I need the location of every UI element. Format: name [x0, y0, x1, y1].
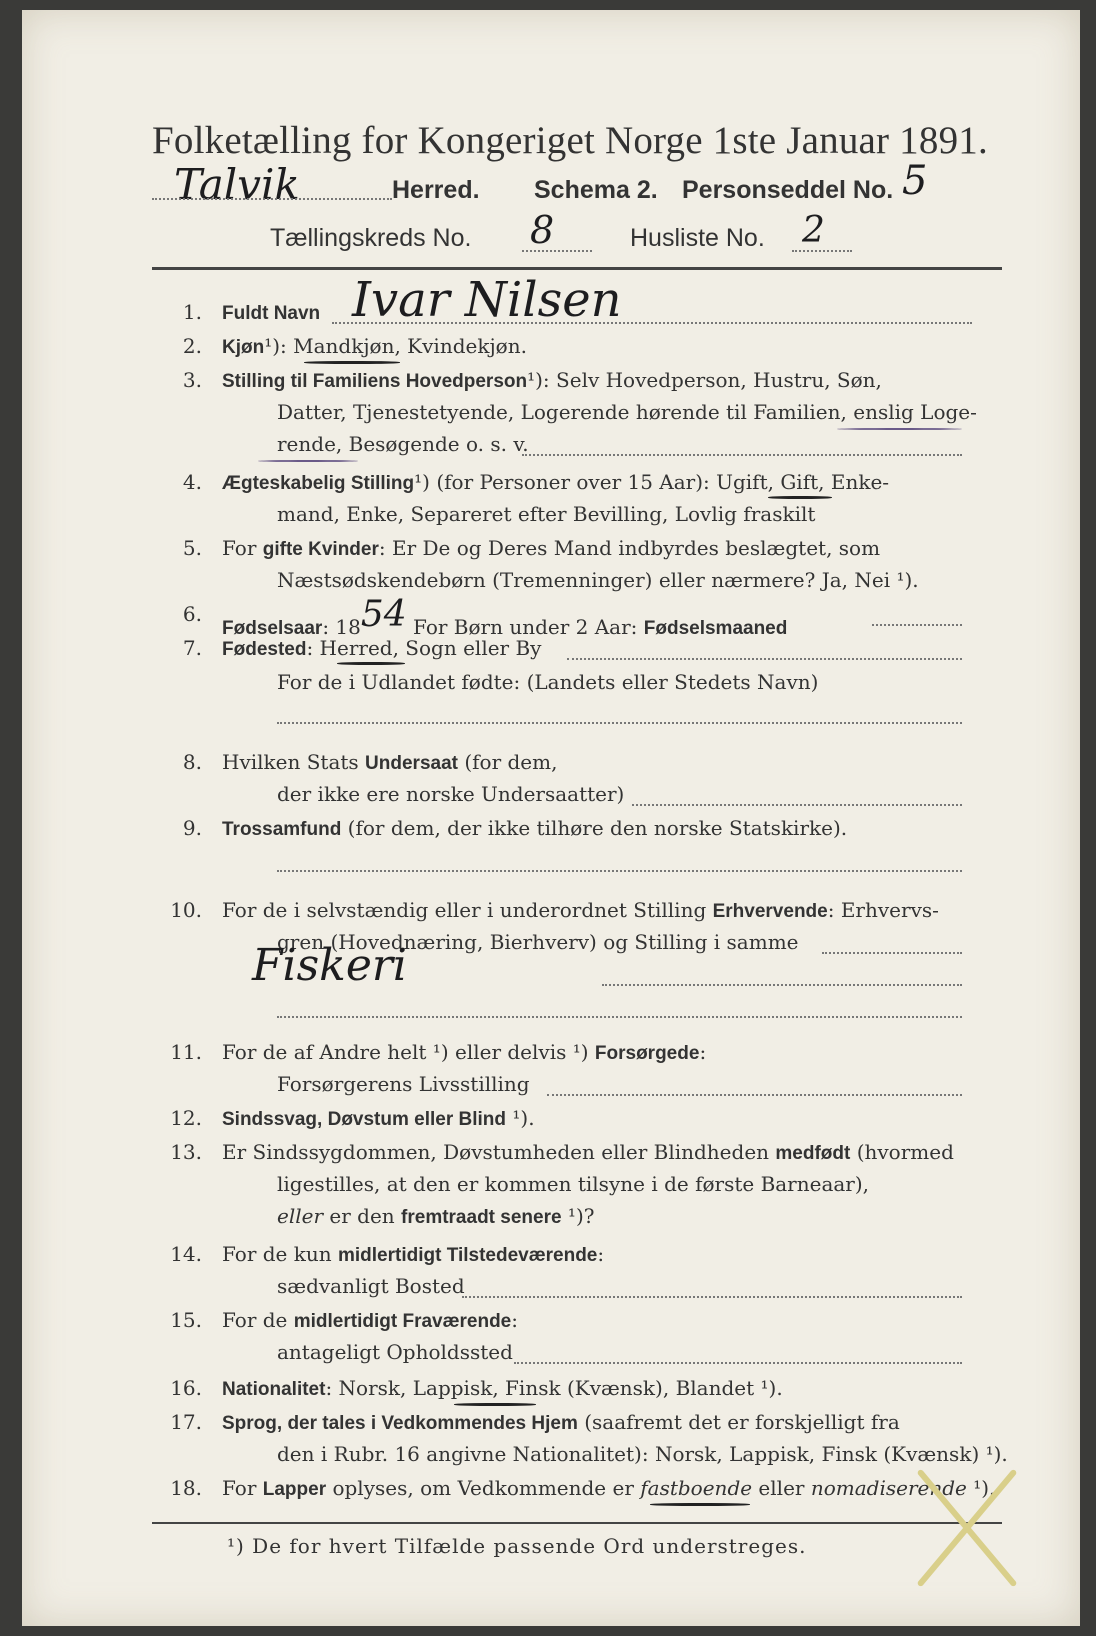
krets-dots	[522, 250, 592, 252]
row-15-bold: midlertidigt Fraværende	[293, 1311, 512, 1332]
full-name-handwritten: Ivar Nilsen	[352, 272, 622, 328]
row-number: 6.	[182, 602, 202, 626]
row-10-dots-2	[602, 984, 962, 986]
row-18-label	[222, 1476, 995, 1501]
row-13-cont-2	[277, 1204, 594, 1229]
row-11-text-2: :	[699, 1040, 707, 1064]
header-rule	[152, 267, 1002, 270]
row-number: 3.	[182, 368, 202, 392]
row-18-text-4: ¹).	[966, 1476, 996, 1500]
row-number: 15.	[170, 1308, 202, 1332]
row-13-eller: eller	[277, 1204, 324, 1228]
occupation-handwritten: Fiskeri	[252, 940, 407, 991]
row-10-label	[222, 898, 939, 923]
row-7-label	[222, 636, 541, 661]
row-3-label	[222, 368, 882, 393]
row-17-cont-1: den i Rubr. 16 angivne Nationalitet): Norsk, Lappisk, Finsk (Kvænsk) ¹).	[277, 1442, 1008, 1466]
row-8-cont-1: der ikke ere norske Undersaatter)	[277, 782, 625, 806]
underline-fastboende	[650, 1503, 750, 1506]
row-6-bold: Fødselsaar	[222, 618, 323, 639]
underline-lappisk	[454, 1403, 536, 1406]
row-14-text-2: :	[597, 1242, 605, 1266]
birth-year-handwritten: 54	[360, 594, 407, 635]
row-4-label	[222, 470, 889, 495]
row-15-text: For de	[222, 1308, 294, 1332]
row-11-text: For de af Andre helt ¹) eller delvis ¹)	[222, 1040, 595, 1064]
row-number: 13.	[170, 1140, 202, 1164]
row-3-dots	[522, 454, 962, 456]
row-7-bold: Fødested	[222, 639, 307, 660]
row-number: 2.	[182, 334, 202, 358]
row-14-cont-1: sædvanligt Bosted	[277, 1274, 465, 1298]
row-18-text-3: eller	[752, 1476, 811, 1500]
herred-handwritten: Talvik	[174, 160, 300, 209]
row-2-text: ¹): Mandkjøn, Kvindekjøn.	[264, 334, 527, 358]
row-14-dots	[462, 1296, 962, 1298]
row-18-nomadiserende: nomadiserende	[810, 1476, 967, 1500]
row-number: 14.	[170, 1242, 202, 1266]
row-number: 9.	[182, 816, 202, 840]
row-17-bold: Sprog, der tales i Vedkommendes Hjem	[222, 1413, 578, 1434]
row-17-text: (saafremt det er forskjelligt fra	[577, 1410, 900, 1434]
underline-mandkjon	[304, 361, 400, 364]
row-7-text: : Herred, Sogn eller By	[306, 636, 542, 660]
row-13-text: Er Sindssygdommen, Døvstumheden eller Blindheden	[222, 1140, 776, 1164]
row-6-bold-2: Fødselsmaaned	[643, 618, 788, 639]
row-3-cont-1: Datter, Tjenestetyende, Logerende hørende til Familien, enslig Loge-	[277, 400, 977, 424]
row-12-label	[222, 1106, 535, 1131]
krets-number: 8	[530, 208, 555, 252]
row-13-c2c: fremtraadt senere	[401, 1207, 562, 1228]
row-8-text: Hvilken Stats	[222, 750, 366, 774]
row-4-bold: Ægteskabelig Stilling	[222, 473, 415, 494]
row-9-label	[222, 816, 847, 841]
row-11-cont-1: Forsørgerens Livsstilling	[277, 1072, 530, 1096]
row-14-bold: midlertidigt Tilstedeværende	[337, 1245, 598, 1266]
row-2-bold: Kjøn	[222, 337, 265, 358]
row-16-text: : Norsk, Lappisk, Finsk (Kvænsk), Blandet ¹).	[325, 1376, 783, 1400]
row-5-label	[222, 536, 880, 561]
row-13-bold: medfødt	[775, 1143, 851, 1164]
row-1-dots	[332, 322, 972, 324]
husliste-number: 2	[802, 210, 825, 251]
herred-dots	[152, 198, 392, 200]
row-2-label	[222, 334, 527, 359]
row-13-c2d: ¹)?	[561, 1204, 595, 1228]
row-5-cont-1: Næstsødskendebørn (Tremenninger) eller nærmere? Ja, Nei ¹).	[277, 568, 919, 592]
row-6-text: : 18	[322, 615, 361, 639]
row-16-bold: Nationalitet	[222, 1379, 326, 1400]
row-9-dots	[277, 870, 962, 872]
underline-rende	[258, 460, 358, 462]
row-13-cont-1: ligestilles, at den er kommen tilsyne i de første Barneaar),	[277, 1172, 870, 1196]
row-11-bold: Forsørgede	[594, 1043, 700, 1064]
row-3-cont-2: rende, Besøgende o. s. v.	[277, 432, 529, 456]
row-12-text: ¹).	[506, 1106, 535, 1130]
row-10-text: For de i selvstændig eller i underordnet Stilling	[222, 898, 713, 922]
row-11-dots	[547, 1094, 962, 1096]
row-16-label	[222, 1376, 783, 1401]
row-number: 18.	[170, 1476, 202, 1500]
row-15-cont-1: antageligt Opholdssted	[277, 1340, 513, 1364]
row-15-text-2: :	[511, 1308, 518, 1332]
row-5-text: : Er De og Deres Mand indbyrdes beslægtet, som	[378, 536, 881, 560]
footnote: ¹) De for hvert Tilfælde passende Ord understreges.	[227, 1534, 807, 1558]
row-10-text-2: : Erhvervs-	[827, 898, 939, 922]
row-3-bold: Stilling til Familiens Hovedperson	[222, 371, 528, 392]
krets-label: Tællingskreds No.	[270, 224, 472, 252]
husliste-label: Husliste No.	[630, 224, 765, 252]
row-18-bold: Lapper	[262, 1479, 327, 1500]
row-number: 7.	[182, 636, 202, 660]
underline-herred	[337, 662, 405, 665]
row-5-bold: gifte Kvinder	[262, 539, 379, 560]
row-8-bold: Undersaat	[365, 753, 458, 774]
row-number: 5.	[182, 536, 202, 560]
row-18-text-2: oplyses, om Vedkommende er	[326, 1476, 641, 1500]
row-7-dots-2	[277, 722, 962, 724]
row-6-text-2: For Børn under 2 Aar:	[406, 615, 644, 639]
underline-enslig	[837, 428, 962, 430]
schema-label: Schema 2.	[534, 176, 658, 204]
personseddel-number: 5	[902, 158, 928, 204]
census-form	[22, 10, 1080, 1626]
row-11-label	[222, 1040, 706, 1065]
row-9-bold: Trossamfund	[222, 819, 342, 840]
row-number: 16.	[170, 1376, 202, 1400]
footer-rule	[152, 1522, 1002, 1524]
row-7-cont-1: For de i Udlandet fødte: (Landets eller Stedets Navn)	[277, 670, 819, 694]
row-15-dots	[514, 1362, 962, 1364]
row-8-label	[222, 750, 557, 775]
row-10-bold: Erhvervende	[712, 901, 828, 922]
row-8-text-2: (for dem,	[457, 750, 558, 774]
row-14-text: For de kun	[222, 1242, 338, 1266]
herred-label: Herred.	[392, 176, 480, 204]
row-4-cont-1: mand, Enke, Separeret efter Bevilling, Lovlig fraskilt	[277, 502, 816, 526]
row-5-pre: For	[222, 536, 263, 560]
row-14-label	[222, 1242, 604, 1267]
row-3-text: ¹): Selv Hovedperson, Hustru, Søn,	[527, 368, 882, 392]
row-17-label	[222, 1410, 900, 1435]
row-9-text: (for dem, der ikke tilhøre den norske Statskirke).	[341, 816, 848, 840]
row-number: 1.	[182, 300, 202, 324]
row-4-text: ¹) (for Personer over 15 Aar): Ugift, Gift, Enke-	[414, 470, 890, 494]
row-10-dots	[822, 952, 962, 954]
underline-ugift	[768, 496, 832, 499]
row-6-dots	[872, 624, 962, 626]
row-7-dots	[567, 658, 962, 660]
row-number: 12.	[170, 1106, 202, 1130]
row-number: 8.	[182, 750, 202, 774]
row-1-label	[222, 300, 320, 325]
row-13-label	[222, 1140, 954, 1165]
row-13-text-2: (hvormed	[850, 1140, 954, 1164]
row-15-label	[222, 1308, 518, 1333]
row-number: 10.	[170, 898, 202, 922]
row-8-dots	[632, 804, 962, 806]
row-18-text: For	[222, 1476, 263, 1500]
row-12-bold: Sindssvag, Døvstum eller Blind	[222, 1109, 507, 1130]
row-13-c2b: er den	[323, 1204, 402, 1228]
husliste-dots	[792, 250, 852, 252]
row-1-bold: Fuldt Navn	[222, 303, 321, 324]
personseddel-label: Personseddel No.	[682, 176, 894, 204]
row-number: 11.	[170, 1040, 202, 1064]
form-title: Folketælling for Kongeriget Norge 1ste Januar 1891.	[152, 119, 988, 162]
row-number: 17.	[170, 1410, 202, 1434]
row-number: 4.	[182, 470, 202, 494]
row-18-fastboende: fastboende	[640, 1476, 753, 1500]
row-10-dots-3	[277, 1016, 962, 1018]
row-10-cont-1: gren (Hovednæring, Bierhverv) og Stilling i samme	[277, 930, 799, 954]
